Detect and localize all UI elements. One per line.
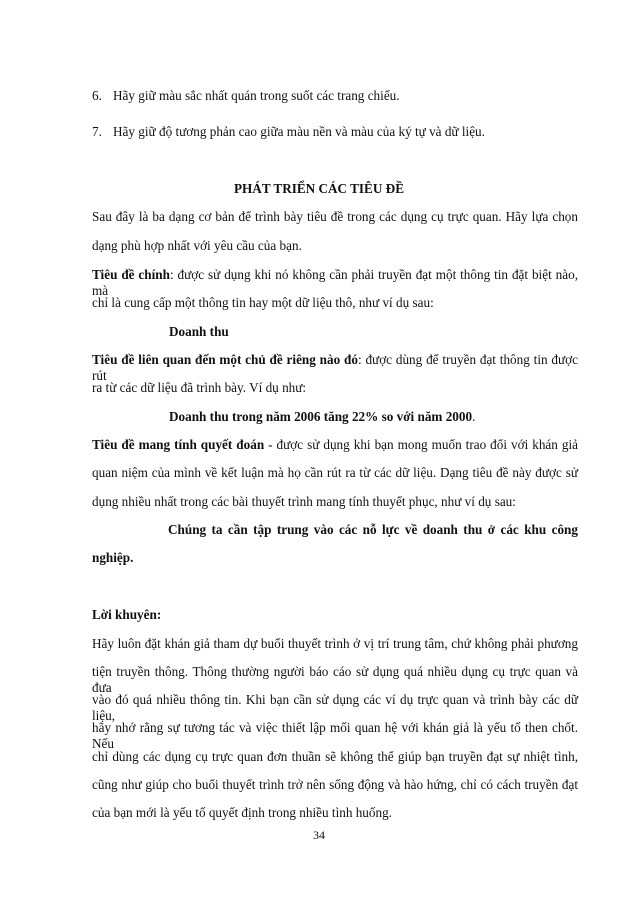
advice-line: chỉ dùng các dụng cụ trực quan đơn thuần sẽ không thể giúp bạn truyền đạt sự nhiệt tình, <box>92 749 578 764</box>
paragraph-line: dụng nhiều nhất trong các bài thuyết trình mang tính thuyết phục, như ví dụ sau: <box>92 494 516 509</box>
example-assertive-title: Chúng ta cần tập trung vào các nỗ lực về doanh thu ở các khu công <box>168 522 578 537</box>
paragraph-line: chỉ là cung cấp một thông tin hay một dữ liệu thô, như ví dụ sau: <box>92 295 434 310</box>
advice-line: tiện truyền thông. Thông thường người báo cáo sử dụng quá nhiều dụng cụ trực quan và đưa <box>92 664 578 695</box>
term-description: : được dùng để truyền đạt thông tin được rút <box>92 352 578 383</box>
advice-line: Hãy luôn đặt khán giả tham dự buổi thuyết trình ở vị trí trung tâm, chứ không phải phương <box>92 636 578 651</box>
list-item <box>92 124 578 140</box>
advice-line: cũng như giúp cho buổi thuyết trình trở nên sống động và hào hứng, chỉ có cách truyền đạt <box>92 777 578 792</box>
section-title: PHÁT TRIỂN CÁC TIÊU ĐỀ <box>233 181 404 196</box>
advice-line: vào đó quá nhiều thông tin. Khi bạn cần sử dụng các ví dụ trực quan và trình bày các dữ liệu, <box>92 692 578 723</box>
example-main-title: Doanh thu <box>169 324 229 339</box>
list-item <box>92 88 578 104</box>
advice-line: của bạn mới là yếu tố quyết định trong nhiều tình huống. <box>92 805 392 820</box>
list-text: Hãy giữ màu sắc nhất quán trong suốt các trang chiếu. <box>113 88 400 103</box>
example-assertive-title-cont: nghiệp. <box>92 550 134 565</box>
paragraph-line: quan niệm của mình về kết luận mà họ cần rút ra từ các dữ liệu. Dạng tiêu đề này được sử <box>92 465 578 480</box>
term-description: : được sử dụng khi nó không cần phải truyền đạt một thông tin đặt biệt nào, mà <box>92 267 578 298</box>
term-assertive-title: Tiêu đề mang tính quyết đoán <box>92 437 265 452</box>
example-text: Doanh thu trong năm 2006 tăng 22% so với năm 2000 <box>169 409 473 424</box>
term-description: - được sử dụng khi bạn mong muốn trao đổi với khán giả <box>264 437 578 452</box>
advice-line: hãy nhớ rằng sự tương tác và việc thiết lập mối quan hệ với khán giả là yếu tố then chốt. Nếu <box>92 720 578 751</box>
term-topic-title: Tiêu đề liên quan đến một chủ đề riêng nào đó <box>92 352 358 367</box>
advice-heading: Lời khuyên: <box>92 607 162 622</box>
list-number: 6. <box>92 88 102 103</box>
paragraph-line: ra từ các dữ liệu đã trình bày. Ví dụ như: <box>92 380 307 395</box>
paragraph-line <box>92 437 578 453</box>
example-topic-title <box>169 409 638 425</box>
list-text: Hãy giữ độ tương phản cao giữa màu nền và màu của ký tự và dữ liệu. <box>113 124 485 139</box>
intro-line: Sau đây là ba dạng cơ bản để trình bày tiêu đề trong các dụng cụ trực quan. Hãy lựa chọn <box>92 209 578 224</box>
term-main-title: Tiêu đề chính <box>92 267 170 282</box>
list-number: 7. <box>92 124 102 139</box>
example-period: . <box>472 409 476 424</box>
page-number: 34 <box>313 828 325 842</box>
intro-line: dạng phù hợp nhất với yêu cầu của bạn. <box>92 238 302 253</box>
